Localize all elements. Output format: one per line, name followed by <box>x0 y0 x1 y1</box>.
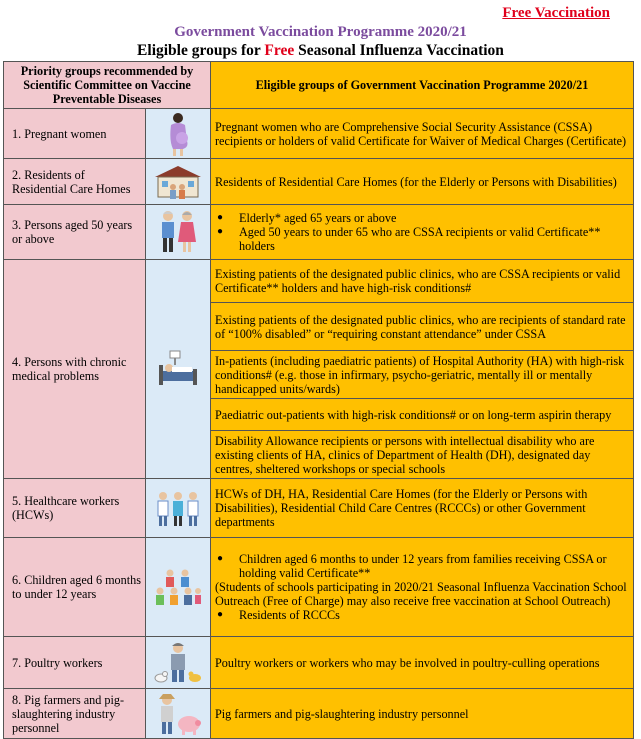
eligibility-cell: Disability Allowance recipients or persons with intellectual disability who are existing clients of HA, clinics of Department of Health (DH), designated day centres, sheltered workshops or special schools <box>211 431 634 479</box>
eligibility-cell: Paediatric out-patients with high-risk conditions# or on long-term aspirin therapy <box>211 399 634 431</box>
table-row <box>4 260 634 303</box>
children-icon <box>146 538 211 637</box>
eligibility-table <box>3 61 634 739</box>
page-subtitle <box>0 42 641 60</box>
elderly-couple-icon <box>146 205 211 260</box>
eligibility-cell: Existing patients of the designated public clinics, who are CSSA recipients or valid Certificate** holders and have high-risk conditions# <box>211 260 634 303</box>
list-item: ● Elderly* aged 65 years or above <box>215 211 629 225</box>
subtitle-text: Eligible groups for <box>137 42 265 59</box>
patient-in-bed-icon <box>146 260 211 479</box>
care-home-icon <box>146 159 211 205</box>
table-row <box>4 205 634 260</box>
header-eligible-groups: Eligible groups of Government Vaccination Programme 2020/21 <box>211 62 634 109</box>
table-row <box>4 109 634 159</box>
eligibility-cell: Poultry workers or workers who may be involved in poultry-culling operations <box>211 637 634 689</box>
eligibility-cell: Existing patients of the designated public clinics, who are recipients of standard rate of “100% disabled” or “requiring constant attendance” under CSSA <box>211 303 634 351</box>
group-label: 2. Residents of Residential Care Homes <box>4 159 146 205</box>
list-item: ● Aged 50 years to under 65 who are CSSA recipients or valid Certificate** holders <box>215 225 629 253</box>
eligibility-cell <box>211 538 634 637</box>
healthcare-workers-icon <box>146 479 211 538</box>
poultry-worker-icon <box>146 637 211 689</box>
pregnant-woman-icon <box>146 109 211 159</box>
eligibility-cell: Pregnant women who are Comprehensive Social Security Assistance (CSSA) recipients or holders of valid Certificate for Waiver of Medical Charges (Certificate) <box>211 109 634 159</box>
table-header-row <box>4 62 634 109</box>
eligibility-cell: Residents of Residential Care Homes (for the Elderly or Persons with Disabilities) <box>211 159 634 205</box>
group-label: 8. Pig farmers and pig-slaughtering industry personnel <box>4 689 146 739</box>
school-outreach-note: (Students of schools participating in 2020/21 Seasonal Influenza Vaccination School Outreach (Free of Charge) may also receive free vaccination at School Outreach) <box>215 580 627 608</box>
group-label: 3. Persons aged 50 years or above <box>4 205 146 260</box>
group-label: 6. Children aged 6 months to under 12 years <box>4 538 146 637</box>
header-priority-groups: Priority groups recommended by Scientific Committee on Vaccine Preventable Diseases <box>4 62 211 109</box>
table-row <box>4 689 634 739</box>
eligibility-cell: HCWs of DH, HA, Residential Care Homes (for the Elderly or Persons with Disabilities), Residential Child Care Centres (RCCCs) or other Government departments <box>211 479 634 538</box>
group-label: 7. Poultry workers <box>4 637 146 689</box>
eligibility-cell: In-patients (including paediatric patients) of Hospital Authority (HA) with high-risk conditions# (e.g. those in infirmary, psycho-geriatric, mentally ill or mentally handicapped units/wards) <box>211 351 634 399</box>
page-title: Government Vaccination Programme 2020/21 <box>174 24 467 40</box>
group-label: 5. Healthcare workers (HCWs) <box>4 479 146 538</box>
table-row <box>4 479 634 538</box>
eligibility-cell <box>211 205 634 260</box>
group-label: 4. Persons with chronic medical problems <box>4 260 146 479</box>
list-item: ● Residents of RCCCs <box>215 608 629 622</box>
eligibility-cell: Pig farmers and pig-slaughtering industry personnel <box>211 689 634 739</box>
list-item: ● Children aged 6 months to under 12 years from families receiving CSSA or holding valid Certificate** <box>215 552 629 580</box>
table-row <box>4 159 634 205</box>
subtitle-text-end: Seasonal Influenza Vaccination <box>294 42 504 59</box>
table-row <box>4 538 634 637</box>
table-row <box>4 637 634 689</box>
subtitle-free: Free <box>264 42 295 59</box>
free-vaccination-link[interactable]: Free Vaccination <box>502 5 610 21</box>
group-label: 1. Pregnant women <box>4 109 146 159</box>
pig-farmer-icon <box>146 689 211 739</box>
